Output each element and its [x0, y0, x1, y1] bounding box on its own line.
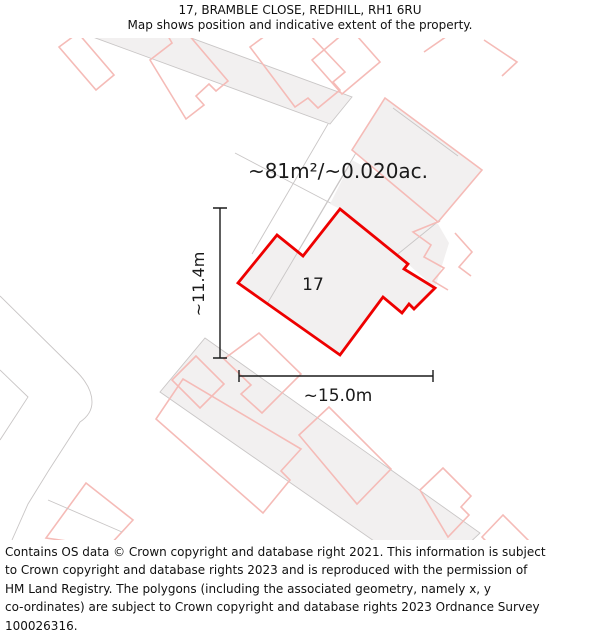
- building-outline-steps: [455, 233, 472, 276]
- house-outline: [424, 38, 450, 52]
- footer-line: co-ordinates) are subject to Crown copyright and database rights 2023 Ordnance Survey: [5, 600, 540, 615]
- height-dimension-line: [213, 208, 227, 358]
- plot-number-label: 17: [302, 275, 324, 295]
- map-header: [0, 0, 600, 38]
- map-canvas: [0, 38, 600, 540]
- footer-line: to Crown copyright and database rights 2023 and is reproduced with the permission of: [5, 563, 528, 578]
- height-dimension-label: ~11.4m: [189, 251, 208, 317]
- copyright-footer: [0, 540, 600, 635]
- parcel-boundary-line: [48, 500, 122, 532]
- footer-line: 100026316.: [5, 618, 78, 633]
- property-map: [0, 38, 600, 540]
- parcel-boundary-line: [252, 124, 328, 254]
- width-dimension-line: [239, 370, 433, 382]
- footer-line: HM Land Registry. The polygons (including the associated geometry, namely x, y: [5, 581, 492, 596]
- area-label: ~81m²/~0.020ac.: [247, 159, 429, 183]
- page-subtitle: Map shows position and indicative extent of the property.: [127, 18, 473, 32]
- width-dimension-label: ~15.0m: [303, 386, 373, 406]
- house-outline: [484, 40, 517, 76]
- page-title: 17, BRAMBLE CLOSE, REDHILL, RH1 6RU: [178, 3, 422, 17]
- house-outline: [482, 515, 532, 540]
- footer-line: Contains OS data © Crown copyright and database right 2021. This information is subject: [5, 545, 546, 559]
- road-kerb-inner: [0, 370, 28, 440]
- upper-terrace-parcel: [30, 38, 352, 124]
- house-outline: [59, 38, 114, 90]
